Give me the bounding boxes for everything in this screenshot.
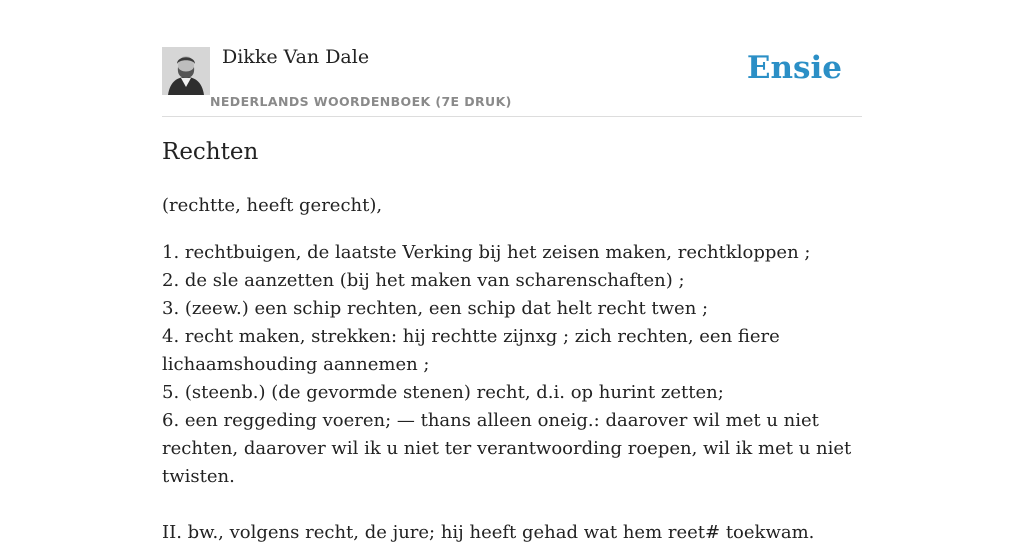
definition-item-6: 6. een reggeding voeren; — thans alleen oneig.: daarover wil met u niet rechten, daarover wil ik u niet ter verantwoording roepen, wil ik met u niet twisten. <box>162 410 852 487</box>
definition-item-3: 3. (zeew.) een schip rechten, een schip dat helt recht twen ; <box>162 298 709 319</box>
page-header <box>162 44 862 117</box>
definition-item-4: 4. recht maken, strekken: hij rechtte zijnxg ; zich rechten, een fiere lichaamshouding aannemen ; <box>162 326 780 375</box>
definition-list <box>162 239 862 491</box>
entry-forms: (rechtte, heeft gerecht), <box>162 195 383 216</box>
definition-item-1: 1. rechtbuigen, de laatste Verking bij het zeisen maken, rechtkloppen ; <box>162 242 811 263</box>
portrait-image <box>162 47 210 95</box>
entry-title: Rechten <box>162 139 259 165</box>
brand-logo-link[interactable]: Ensie <box>746 50 842 86</box>
adverb-definition: II. bw., volgens recht, de jure; hij heeft gehad wat hem reet# toekwam. <box>162 522 815 543</box>
entry-content <box>162 192 862 547</box>
source-label[interactable]: NEDERLANDS WOORDENBOEK (7E DRUK) <box>210 94 512 109</box>
definition-item-5: 5. (steenb.) (de gevormde stenen) recht, d.i. op hurint zetten; <box>162 382 724 403</box>
avatar[interactable] <box>162 47 210 95</box>
author-name[interactable]: Dikke Van Dale <box>222 46 370 68</box>
definition-item-2: 2. de sle aanzetten (bij het maken van scharenschaften) ; <box>162 270 685 291</box>
